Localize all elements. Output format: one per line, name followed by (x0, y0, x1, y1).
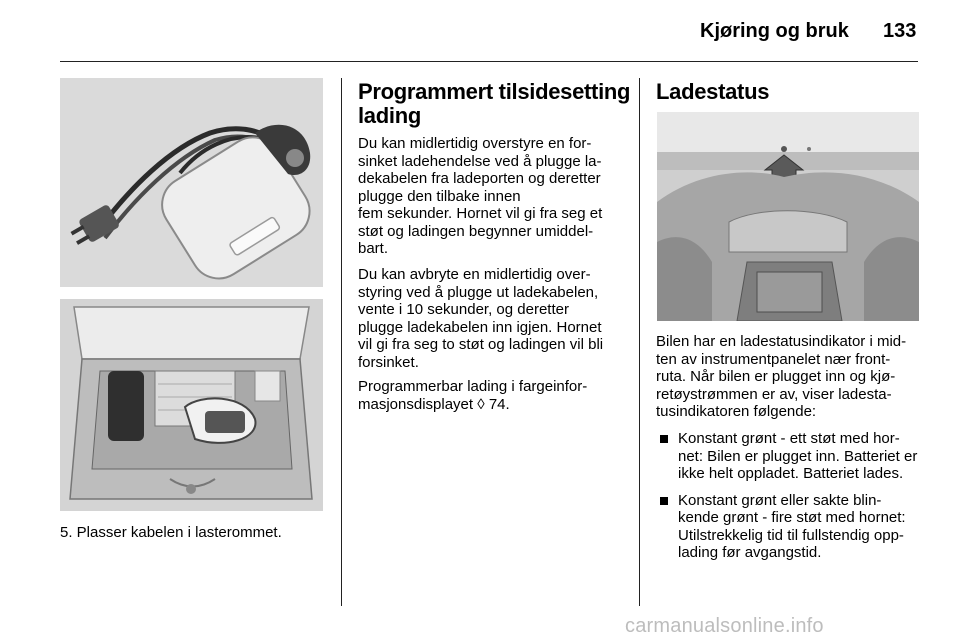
text-line: Utilstrekkelig tid til fullstendig opp- (678, 526, 904, 544)
text-line (358, 396, 587, 414)
running-header-title: Kjøring og bruk (700, 20, 849, 42)
text-line: vente i 10 sekunder, og deretter (358, 301, 569, 318)
text-line: vil gi fra seg to støt og ladingen vil bli (358, 336, 604, 353)
text-line: bart. (358, 240, 389, 257)
cargo-area-drawing (60, 299, 323, 511)
list-item (660, 492, 922, 562)
list-item (660, 430, 922, 483)
text-line: støt og ladingen begynner umiddel- (358, 222, 594, 240)
text-line: tusindikatoren følgende: (656, 403, 817, 420)
bullet-square-icon (660, 435, 668, 443)
page-number: 133 (883, 20, 917, 42)
text-line: retøystrømmen er av, viser ladesta- (656, 385, 892, 403)
watermark: carmanualsonline.info (625, 615, 824, 637)
page-reference-link[interactable]: 74. (484, 395, 510, 413)
text-line: lading før avgangstid. (678, 544, 822, 561)
text-line: kende grønt - fire støt med hornet: (678, 509, 906, 526)
text-line: plugge ladekabelen inn igjen. Hornet (358, 318, 602, 336)
text-line: Du kan midlertidig overstyre en for- (358, 135, 592, 152)
text-line: plugge den tilbake innen (358, 187, 521, 205)
paragraph-override-explanation (358, 135, 602, 258)
page-reference-icon: ◊ (477, 395, 485, 413)
status-bullet-list (660, 430, 922, 571)
dashboard-drawing (657, 112, 919, 321)
paragraph-programmable-charging (358, 378, 587, 413)
column-divider-right (639, 78, 640, 606)
text-line: Programmerbar lading i fargeinfor- (358, 378, 588, 395)
charging-cable-illustration (60, 78, 323, 287)
text-line: ruta. Når bilen er plugget inn og kjø- (656, 368, 896, 385)
text-line: Konstant grønt eller sakte blin- (678, 491, 882, 509)
text-line: Du kan avbryte en midlertidig over- (358, 266, 591, 283)
section-heading-override-line2: lading (358, 103, 421, 128)
text-line: Konstant grønt - ett støt med hor- (678, 430, 900, 447)
text-line: dekabelen fra ladeporten og deretter (358, 170, 601, 187)
bullet-square-icon (660, 497, 668, 505)
section-heading-override-line1: Programmert tilsidesetting (358, 79, 631, 104)
section-heading-charge-status: Ladestatus (656, 79, 770, 104)
text-fragment: masjonsdisplayet (358, 395, 478, 413)
charging-cable-drawing (60, 78, 323, 287)
paragraph-cancel-override (358, 266, 603, 371)
text-line: Bilen har en ladestatusindikator i mid- (656, 333, 907, 350)
column-divider-left (341, 78, 342, 606)
cargo-area-illustration (60, 299, 323, 511)
text-line: net: Bilen er plugget inn. Batteriet er (678, 447, 918, 465)
text-line: styring ved å plugge ut ladekabelen, (358, 283, 599, 301)
paragraph-status-intro (656, 333, 906, 421)
text-line: sinket ladehendelse ved å plugge la- (358, 152, 602, 170)
text-line: ikke helt oppladet. Batteriet lades. (678, 465, 904, 482)
text-line: forsinket. (358, 353, 419, 371)
instrument-panel-illustration (657, 112, 919, 321)
figure-caption: 5. Plasser kabelen i lasterommet. (60, 524, 282, 541)
text-line: fem sekunder. Hornet vil gi fra seg et (358, 205, 603, 222)
header-rule (60, 61, 918, 62)
text-line: ten av instrumentpanelet nær front- (656, 350, 891, 368)
